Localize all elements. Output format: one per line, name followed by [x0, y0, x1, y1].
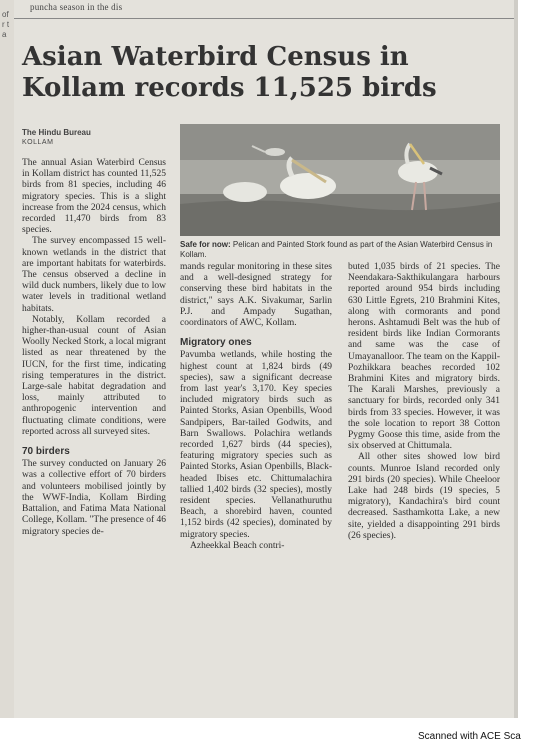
top-cut-text: puncha season in the dis — [30, 2, 123, 12]
article-column-2 — [180, 262, 332, 552]
top-divider — [14, 18, 514, 19]
photo-caption — [180, 240, 500, 260]
paragraph: mands regular monitoring in these sites and a well-designed strategy for conserving these bird habitats in the district," says A.K. Sivakumar, Sarlin P.J. and Ampady Sugathan, coordinators of AWC, Kollam. — [180, 262, 332, 329]
article-column-3 — [348, 262, 500, 542]
subheading: 70 birders — [22, 446, 70, 458]
subheading: Migratory ones — [180, 337, 252, 349]
paper-edge — [514, 0, 518, 718]
paragraph: buted 1,035 birds of 21 species. The Neendakara-Sakthikulangara harbours reported around 954 birds including 630 Little Egrets, 210 Brahmini Kites, along with cormorants and pond herons. Ashtamudi Belt was the hub of resident birds like Indian Cormorants and same was the case of Umayanalloor. The team on the Kappil-Pozhikkara beaches recorded 102 Brahmini Kites and migratory birds. The Karali Marshes, previously a sanctuary for birds, recorded only 341 birds from 33 species. However, it was the sole location to report 38 Cotton Pygmy Goose this time, aside from the six observed at Chittumala. — [348, 262, 500, 452]
paragraph: The survey encompassed 15 well-known wetlands in the district that are important habitats for waterbirds. The census observed a decline in wild duck numbers, likely due to low water levels in traditional wetland habitats. — [22, 236, 166, 314]
article-headline: Asian Waterbird Census in Kollam records 11,525 birds — [22, 42, 437, 103]
paragraph: Pavumba wetlands, while hosting the highest count at 1,824 birds (49 species), saw a significant decrease from last year's 3,170. Key species included migratory birds such as Painted Storks, Asian Openbills, Wood Sandpipers, Bar-tailed Godwits, and Barn Swallows. Polachira wetlands recorded 1,627 birds (44 species), featuring migratory species such as Painted Storks, Asian Openbills, Black-headed Ibises etc. Chittumalachira tallied 1,402 birds (32 species), mostly resident species. Vellanathuruthu Beach, a shorebird haven, counted 1,152 birds (42 species), dominated by migratory species. — [180, 350, 332, 540]
article-column-1 — [22, 158, 166, 538]
margin-cut-text: of r t a — [2, 10, 10, 39]
left-margin-strip — [0, 0, 14, 718]
dateline: KOLLAM — [22, 139, 54, 146]
paragraph: All other sites showed low bird counts. Munroe Island recorded only 291 birds (20 species). While Cheeloor Lake had 248 birds (19 species, 5 migratory), Kandachira's bird count decreased. Sasthamkotta Lake, a new site, yielded a disappointing 291 birds (26 species). — [348, 452, 500, 541]
pelican-stork-photo — [180, 124, 500, 236]
article-photo — [180, 124, 500, 236]
paragraph: The annual Asian Waterbird Census in Kollam district has counted 11,525 birds from 81 species, including 46 migratory species. This is a slight increase from the 2024 census, which recorded 11,470 birds from 83 species. — [22, 158, 166, 236]
paragraph: Azheekkal Beach contri- — [190, 540, 285, 551]
caption-text: Pelican and Painted Stork found as part of the Asian Waterbird Census in Kollam. — [180, 240, 493, 259]
caption-lead: Safe for now: — [180, 240, 231, 249]
byline: The Hindu Bureau — [22, 128, 91, 137]
scanner-watermark: Scanned with ACE Sca — [418, 731, 521, 742]
paragraph: The survey conducted on January 26 was a collective effort of 70 birders and volunteers mobilised jointly by the WWF-India, Kollam Birding Battalion, and Fatima Mata National College, Kollam. "The presence of 46 migratory species de- — [22, 459, 166, 537]
paragraph: Notably, Kollam recorded a higher-than-usual count of Asian Woolly Necked Stork, a local migrant listed as near threatened by the IUCN, for the first time, indicating rising temperatures in the district. Large-sale habitat degradation and loss, mainly attributed to anthropogenic intervention and fluctuating climate conditions, were reported across all surveyed sites. — [22, 314, 166, 437]
